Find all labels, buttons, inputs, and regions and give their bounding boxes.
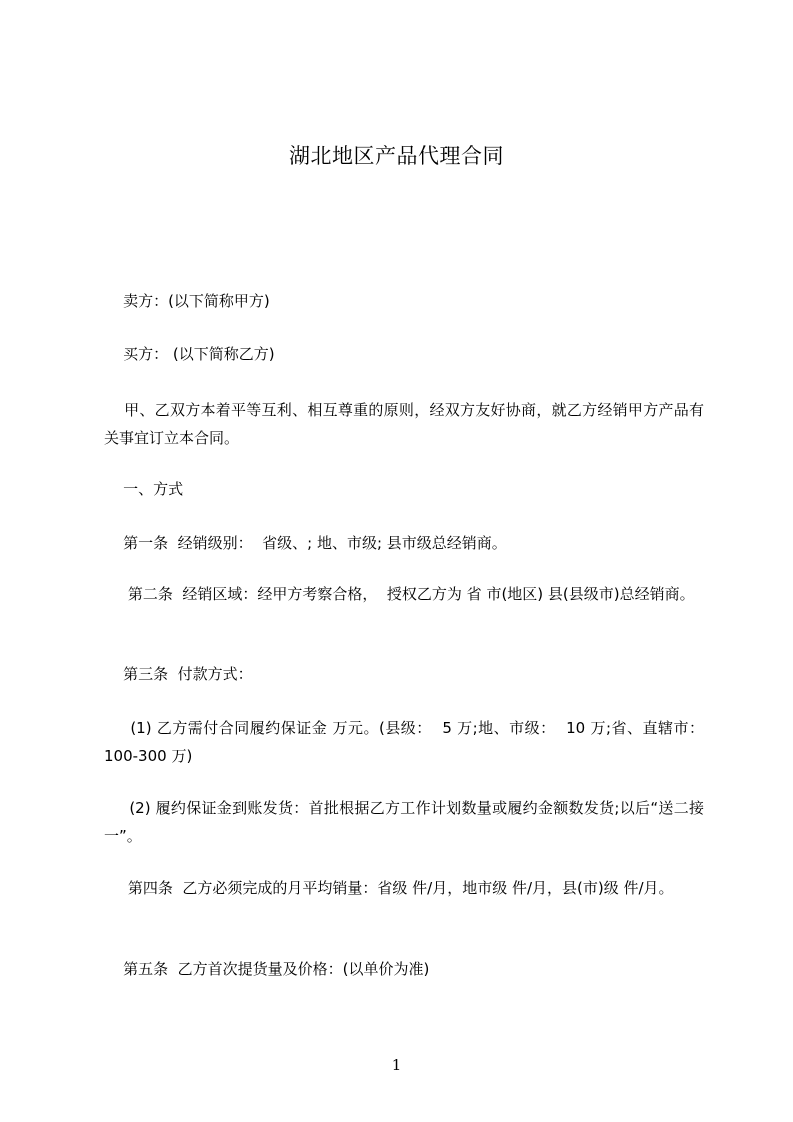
- document-title: 湖北地区产品代理合同: [289, 144, 504, 168]
- payment-item-1-deposit: (1) 乙方需付合同履约保证金 万元。(县级： 5 万;地、市级： 10 万;省、直辖市：100-300 万): [104, 719, 704, 765]
- page-number: 1: [391, 1056, 402, 1074]
- payment-item-2-shipping: (2) 履约保证金到账发货：首批根据乙方工作计划数量或履约金额数发货;以后“送二接一”。: [104, 799, 704, 845]
- article-5-first-order: 第五条 乙方首次提货量及价格：(以单价为准): [104, 960, 430, 978]
- paragraph-seller: 卖方：(以下简称甲方): [104, 292, 270, 310]
- article-3-payment-method: 第三条 付款方式：: [104, 665, 253, 683]
- paragraph-preamble: 甲、乙双方本着平等互利、相互尊重的原则，经双方友好协商，就乙方经销甲方产品有关事宜订立本合同。: [104, 401, 704, 447]
- article-1-distribution-level: 第一条 经销级别： 省级、; 地、市级; 县市级总经销商。: [104, 534, 507, 552]
- article-2-distribution-area: 第二条 经销区域：经甲方考察合格， 授权乙方为 省 市(地区) 县(县级市)总经销商。: [104, 585, 695, 603]
- paragraph-buyer: 买方： (以下简称乙方): [104, 345, 275, 363]
- section-heading-method: 一、方式: [104, 480, 184, 498]
- article-4-monthly-sales: 第四条 乙方必须完成的月平均销量：省级 件/月，地市级 件/月，县(市)级 件/月。: [104, 879, 674, 897]
